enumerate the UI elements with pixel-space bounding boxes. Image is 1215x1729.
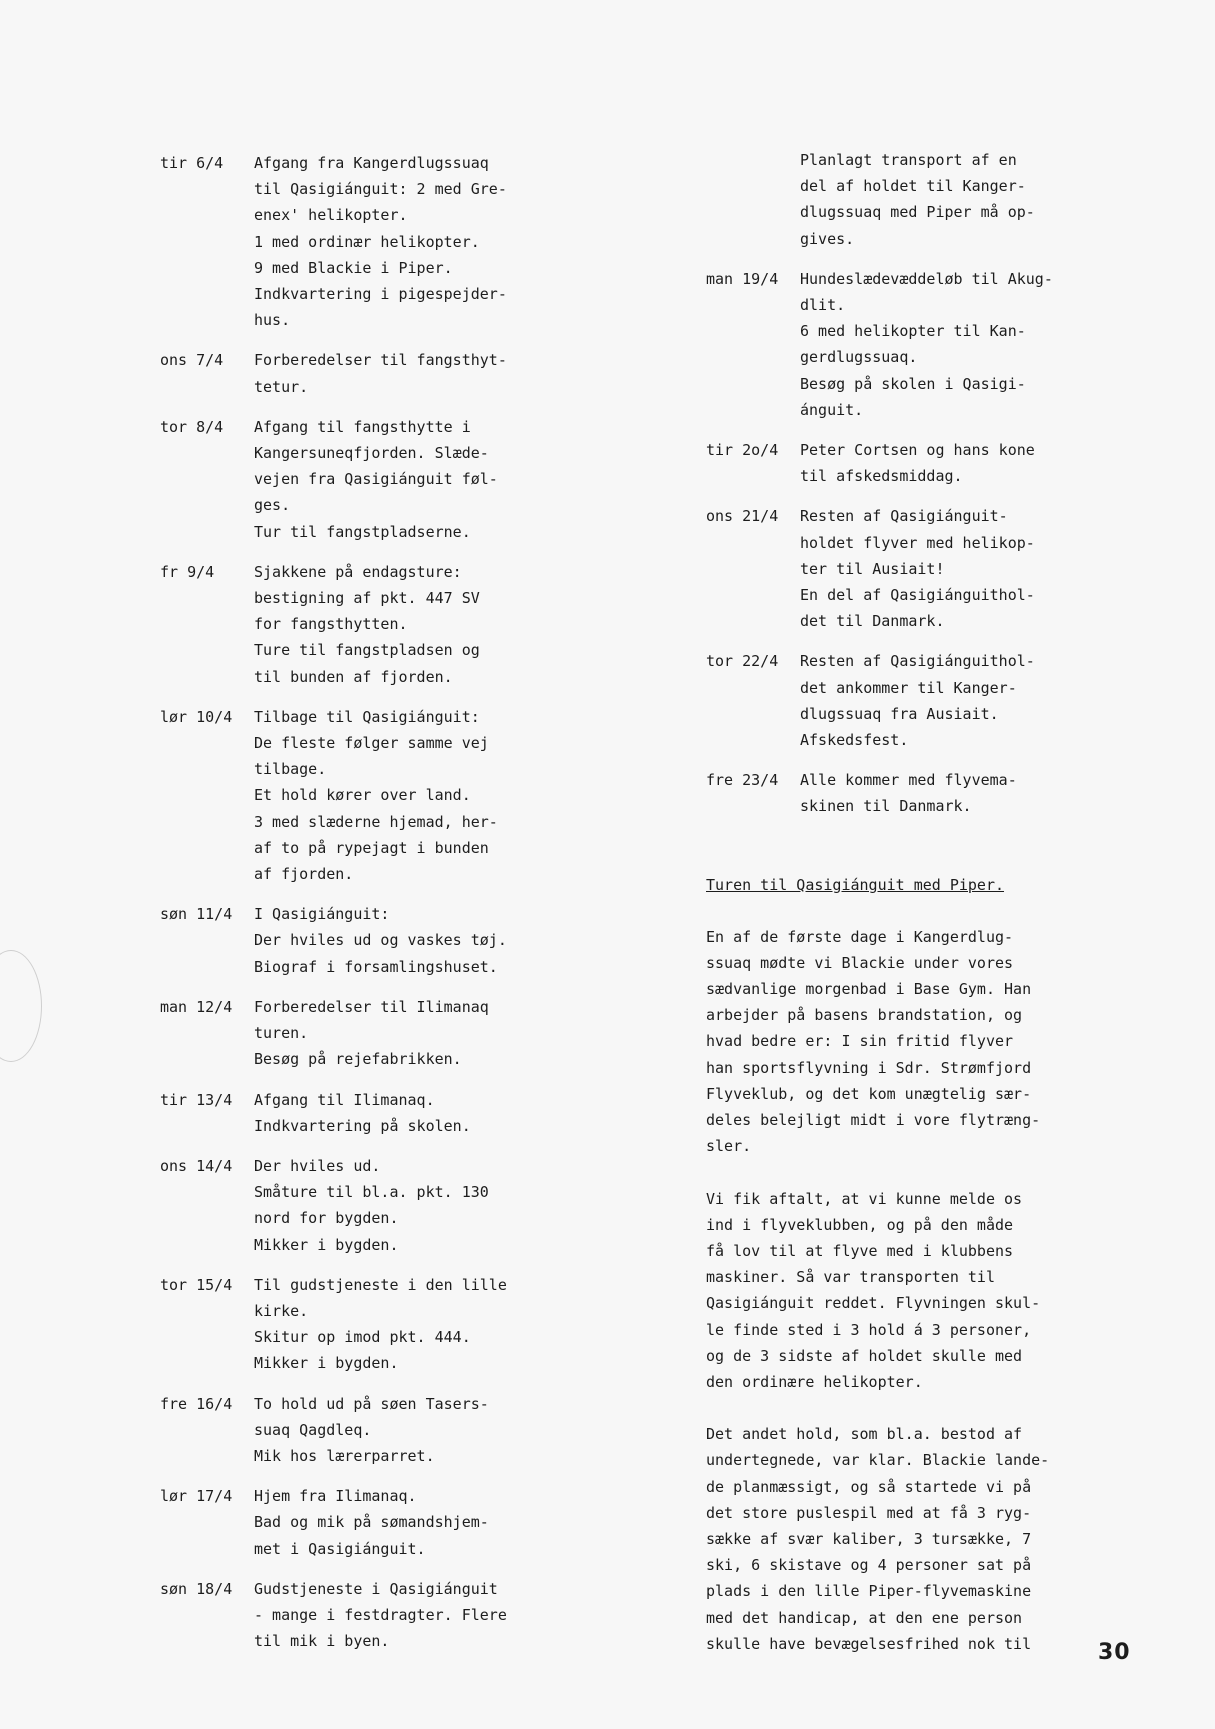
- text-line: Mikker i bygden.: [254, 1354, 399, 1373]
- body-text: [706, 924, 1126, 1657]
- entry-date: tir 13/4: [160, 1090, 233, 1109]
- itinerary-entry: [160, 994, 600, 1073]
- text-line: ind i flyveklubben, og på den måde: [706, 1215, 1014, 1234]
- text-line: Til gudstjeneste i den lille: [254, 1275, 507, 1294]
- itinerary-entry: [160, 414, 600, 545]
- entry-text: [800, 503, 1126, 634]
- itinerary-entry: [706, 266, 1126, 423]
- text-line: det store puslespil med at få 3 ryg-: [706, 1503, 1032, 1522]
- text-line: del af holdet til Kanger-: [800, 177, 1026, 196]
- text-line: til bunden af fjorden.: [254, 667, 453, 686]
- text-line: skulle have bevægelsesfrihed nok til: [706, 1634, 1032, 1653]
- text-line: sække af svær kaliber, 3 tursække, 7: [706, 1529, 1032, 1548]
- text-line: Tilbage til Qasigiánguit:: [254, 707, 480, 726]
- text-line: han sportsflyvning i Sdr. Strømfjord: [706, 1058, 1032, 1077]
- text-line: og de 3 sidste af holdet skulle med: [706, 1346, 1023, 1365]
- text-line: Indkvartering på skolen.: [254, 1116, 471, 1135]
- text-line: met i Qasigiánguit.: [254, 1539, 426, 1558]
- text-line: ski, 6 skistave og 4 personer sat på: [706, 1556, 1032, 1575]
- text-line: Forberedelser til fangsthyt-: [254, 351, 507, 370]
- text-line: Afskedsfest.: [800, 731, 909, 750]
- text-line: gives.: [800, 229, 855, 248]
- entry-date: tor 22/4: [706, 652, 779, 671]
- text-line: I Qasigiánguit:: [254, 905, 390, 924]
- entry-date: ons 14/4: [160, 1156, 233, 1175]
- entry-date: tor 15/4: [160, 1275, 233, 1294]
- text-line: maskiner. Så var transporten til: [706, 1268, 995, 1287]
- entry-date: tir 2o/4: [706, 441, 779, 460]
- text-line: Gudstjeneste i Qasigiánguit: [254, 1579, 498, 1598]
- text-line: det til Danmark.: [800, 612, 945, 631]
- text-line: Der hviles ud og vaskes tøj.: [254, 931, 507, 950]
- text-line: Hjem fra Ilimanaq.: [254, 1487, 417, 1506]
- text-line: Resten af Qasigiánguit-: [800, 507, 1008, 526]
- text-line: den ordinære helikopter.: [706, 1372, 923, 1391]
- text-line: enex' helikopter.: [254, 206, 408, 225]
- text-line: Vi fik aftalt, at vi kunne melde os: [706, 1189, 1023, 1208]
- text-line: undertegnede, var klar. Blackie lande-: [706, 1451, 1050, 1470]
- itinerary-entry: [160, 1576, 600, 1655]
- entry-text: [254, 704, 600, 887]
- itinerary-entry: [706, 437, 1126, 489]
- text-line: tilbage.: [254, 760, 327, 779]
- entry-date: ons 7/4: [160, 351, 224, 370]
- text-line: Besøg på rejefabrikken.: [254, 1050, 462, 1069]
- entry-text: [254, 347, 600, 399]
- entry-date: tir 6/4: [160, 154, 224, 172]
- text-line: det ankommer til Kanger-: [800, 678, 1017, 697]
- text-line: 3 med slæderne hjemad, her-: [254, 812, 498, 831]
- entry-text: [800, 437, 1126, 489]
- text-line: bestigning af pkt. 447 SV: [254, 589, 480, 608]
- text-line: Flyveklub, og det kom unægtelig sær-: [706, 1084, 1032, 1103]
- entry-date: man 12/4: [160, 997, 233, 1016]
- entry-text: [254, 1483, 600, 1562]
- text-line: ter til Ausiait!: [800, 559, 945, 578]
- entry-text: [254, 1153, 600, 1258]
- text-line: To hold ud på søen Tasers-: [254, 1394, 489, 1413]
- text-line: Peter Cortsen og hans kone: [800, 441, 1035, 460]
- text-line: ánguit.: [800, 400, 864, 419]
- text-line: ssuaq mødte vi Blackie under vores: [706, 953, 1014, 972]
- paragraph: [706, 1421, 1126, 1657]
- text-line: Indkvartering i pigespejder-: [254, 285, 507, 304]
- text-line: Besøg på skolen i Qasigi-: [800, 374, 1026, 393]
- text-line: Hundeslædevæddeløb til Akug-: [800, 269, 1053, 288]
- text-line: Ture til fangstpladsen og: [254, 641, 480, 660]
- text-line: suaq Qagdleq.: [254, 1420, 372, 1439]
- itinerary-entry: [706, 503, 1126, 634]
- text-line: af fjorden.: [254, 865, 354, 884]
- text-line: De fleste følger samme vej: [254, 734, 489, 753]
- text-line: Mikker i bygden.: [254, 1235, 399, 1254]
- section-heading: Turen til Qasigiánguit med Piper.: [706, 875, 1005, 894]
- entry-date: tor 8/4: [160, 417, 224, 436]
- text-line: Der hviles ud.: [254, 1156, 381, 1175]
- entry-date: fr 9/4: [160, 562, 215, 581]
- text-line: for fangsthytten.: [254, 615, 408, 634]
- text-line: til mik i byen.: [254, 1632, 390, 1651]
- text-line: Biograf i forsamlingshuset.: [254, 957, 498, 976]
- entry-text: [254, 1272, 600, 1377]
- entry-date: fre 16/4: [160, 1394, 233, 1413]
- text-line: En af de første dage i Kangerdlug-: [706, 927, 1014, 946]
- itinerary-right-entries: [706, 266, 1126, 820]
- entry-text: [254, 1576, 600, 1655]
- text-line: dlugssuaq fra Ausiait.: [800, 704, 999, 723]
- text-line: Afgang til fangsthytte i: [254, 417, 471, 436]
- itinerary-entry: [160, 559, 600, 690]
- text-line: Mik hos lærerparret.: [254, 1446, 435, 1465]
- itinerary-entry: [160, 1391, 600, 1470]
- text-line: 9 med Blackie i Piper.: [254, 258, 453, 277]
- text-line: Bad og mik på sømandshjem-: [254, 1513, 489, 1532]
- paragraph: [706, 1186, 1126, 1396]
- entry-date: søn 11/4: [160, 905, 233, 924]
- text-line: Qasigiánguit reddet. Flyvningen skul-: [706, 1294, 1041, 1313]
- entry-date: lør 10/4: [160, 707, 233, 726]
- text-line: hvad bedre er: I sin fritid flyver: [706, 1032, 1014, 1051]
- text-line: plads i den lille Piper-flyvemaskine: [706, 1582, 1032, 1601]
- text-line: hus.: [254, 311, 291, 330]
- text-line: holdet flyver med helikop-: [800, 533, 1035, 552]
- text-line: Skitur op imod pkt. 444.: [254, 1328, 471, 1347]
- text-line: ges.: [254, 496, 291, 515]
- text-line: le finde sted i 3 hold á 3 personer,: [706, 1320, 1032, 1339]
- itinerary-entry: [160, 1272, 600, 1377]
- text-line: En del af Qasigiánguithol-: [800, 586, 1035, 605]
- itinerary-entry: [706, 648, 1126, 753]
- entry-date: lør 17/4: [160, 1487, 233, 1506]
- margin-mark: [0, 950, 42, 1062]
- text-line: Forberedelser til Ilimanaq: [254, 997, 489, 1016]
- itinerary-entry: [160, 1483, 600, 1562]
- entry-date: man 19/4: [706, 269, 779, 288]
- entry-text: [800, 266, 1126, 423]
- page-number: 30: [1098, 1640, 1131, 1665]
- entry-text: [254, 994, 600, 1073]
- paragraph: [706, 924, 1126, 1160]
- text-line: Afgang fra Kangerdlugssuaq: [254, 154, 489, 172]
- itinerary-entry: [160, 704, 600, 887]
- text-line: Planlagt transport af en: [800, 151, 1017, 169]
- text-line: Tur til fangstpladserne.: [254, 522, 471, 541]
- text-line: tetur.: [254, 377, 309, 396]
- text-line: Resten af Qasigiánguithol-: [800, 652, 1035, 671]
- text-line: dlit.: [800, 296, 846, 315]
- text-line: sædvanlige morgenbad i Base Gym. Han: [706, 980, 1032, 999]
- entry-date: fre 23/4: [706, 771, 779, 790]
- text-line: dlugssuaq med Piper må op-: [800, 203, 1035, 222]
- text-line: 1 med ordinær helikopter.: [254, 232, 480, 251]
- itinerary-entry: [160, 1087, 600, 1139]
- itinerary-entry: [160, 150, 600, 333]
- text-line: af to på rypejagt i bunden: [254, 838, 489, 857]
- text-line: Et hold kører over land.: [254, 786, 471, 805]
- text-line: Afgang til Ilimanaq.: [254, 1090, 435, 1109]
- text-line: Kangersuneqfjorden. Slæde-: [254, 444, 489, 463]
- entry-text: [254, 1087, 600, 1139]
- itinerary-left-column: [160, 150, 600, 1668]
- text-line: til afskedsmiddag.: [800, 467, 963, 486]
- text-line: Det andet hold, som bl.a. bestod af: [706, 1425, 1023, 1444]
- text-line: kirke.: [254, 1301, 309, 1320]
- itinerary-entry: [160, 1153, 600, 1258]
- entry-date: søn 18/4: [160, 1579, 233, 1598]
- itinerary-entry: [706, 767, 1126, 819]
- entry-date: ons 21/4: [706, 507, 779, 526]
- text-line: skinen til Danmark.: [800, 797, 972, 816]
- text-line: - mange i festdragter. Flere: [254, 1605, 507, 1624]
- text-line: Sjakkene på endagsture:: [254, 562, 462, 581]
- text-line: Alle kommer med flyvema-: [800, 771, 1017, 790]
- itinerary-entry: [160, 901, 600, 980]
- itinerary-continuation: [706, 147, 1126, 252]
- itinerary-entry: [160, 347, 600, 399]
- text-line: Småture til bl.a. pkt. 130: [254, 1183, 489, 1202]
- text-line: sler.: [706, 1137, 752, 1156]
- text-line: arbejder på basens brandstation, og: [706, 1006, 1023, 1025]
- text-line: med det handicap, at den ene person: [706, 1608, 1023, 1627]
- text-line: gerdlugssuaq.: [800, 348, 918, 367]
- entry-text: [254, 1391, 600, 1470]
- text-line: få lov til at flyve med i klubbens: [706, 1241, 1014, 1260]
- text-line: 6 med helikopter til Kan-: [800, 322, 1026, 341]
- entry-text: [254, 414, 600, 545]
- entry-text: [254, 901, 600, 980]
- text-line: de planmæssigt, og så startede vi på: [706, 1477, 1032, 1496]
- entry-text: [254, 150, 600, 333]
- text-line: deles belejligt midt i vore flytræng-: [706, 1111, 1041, 1130]
- text-line: vejen fra Qasigiánguit føl-: [254, 470, 498, 489]
- entry-text: [800, 767, 1126, 819]
- text-line: turen.: [254, 1024, 309, 1043]
- text-line: nord for bygden.: [254, 1209, 399, 1228]
- entry-text: [800, 648, 1126, 753]
- text-line: til Qasigiánguit: 2 med Gre-: [254, 180, 507, 199]
- right-column: [706, 147, 1126, 1657]
- entry-text: [254, 559, 600, 690]
